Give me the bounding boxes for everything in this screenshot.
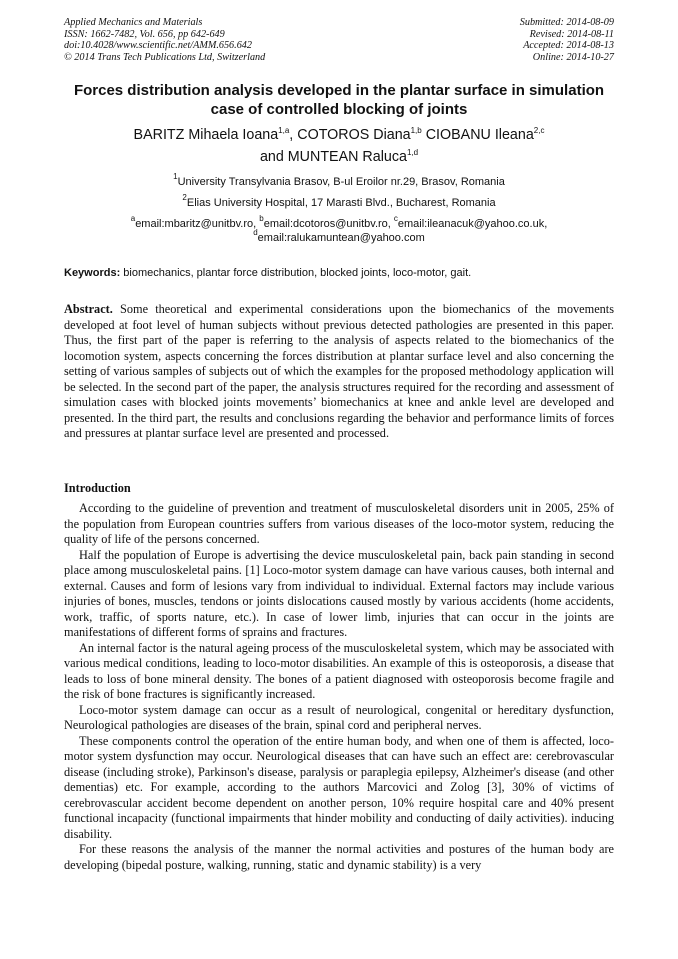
affiliation — [64, 193, 614, 210]
author-name: and MUNTEAN Raluca — [259, 149, 407, 165]
author-name: CIOBANU Ileana — [421, 127, 534, 143]
author-line-2 — [64, 146, 614, 168]
accepted-date: Accepted: 2014-08-13 — [523, 40, 614, 52]
paragraph: For these reasons the analysis of the manner the normal activities and postures of the human body are developing (bipedal posture, walking, running, static and dynamic stability) is a very — [64, 842, 614, 872]
affiliation-mark: 2 — [182, 193, 187, 202]
affiliation-text: University Transylvania Brasov, B-ul Eroilor nr.29, Brasov, Romania — [177, 176, 505, 188]
paragraph: Loco-motor system damage can occur as a result of neurological, congenital or hereditary dysfunction, Neurological pathologies are diseases of the brain, spinal cord and peripheral nerves. — [64, 702, 614, 732]
keywords — [64, 266, 614, 280]
keywords-label: Keywords: — [64, 267, 121, 279]
keywords-text: biomechanics, plantar force distribution, blocked joints, loco-motor, gait. — [120, 267, 472, 279]
abstract — [64, 302, 614, 442]
author-emails — [64, 214, 614, 245]
email-link[interactable]: email:dcotoros@unitbv.ro, — [263, 218, 394, 230]
email-link[interactable]: email:ralukamuntean@yahoo.com — [257, 232, 425, 244]
email-line-2 — [64, 228, 614, 245]
author-list — [64, 124, 614, 168]
email-line-1 — [64, 214, 614, 231]
online-date: Online: 2014-10-27 — [532, 51, 614, 63]
abstract-label: Abstract. — [64, 302, 113, 316]
paragraph: An internal factor is the natural ageing process of the musculoskeletal system, which may be associated with various medical conditions, leading to loco-motor disabilities. An example of this is osteoporosis, a disease that leads to loss of bone mineral density. The bones of a patient diagnosed with osteoporosis become fragile and the risk of bone fractures is significantly increased. — [64, 640, 614, 701]
paper-title: Forces distribution analysis developed in the plantar surface in simulation case of controlled blocking of joints — [73, 82, 605, 118]
journal-copyright: © 2014 Trans Tech Publications Ltd, Switzerland — [64, 51, 266, 63]
author-affiliation-mark: 1,a — [278, 126, 290, 135]
paragraph: Half the population of Europe is advertising the device musculoskeletal pain, back pain standing in second place among musculoskeletal pains. [1] Loco-motor system damage can have various causes, both internal and external. Causes and form of lesions vary from individual to individual. External factors may include various injuries of bones, muscles, tendons or joints dislocations caused mostly by various accidents (home accidents, work, traffic, of sports nature, etc.). In case of lower limb, injuries that can occur in the joints are manifestations of different forms of sprains and fractures. — [64, 547, 614, 639]
email-mark: b — [259, 214, 264, 223]
journal-issn: ISSN: 1662-7482, Vol. 656, pp 642-649 — [64, 28, 225, 40]
email-link[interactable]: email:ileanacuk@yahoo.co.uk, — [397, 218, 548, 230]
author-line-1 — [64, 124, 614, 146]
submitted-date: Submitted: 2014-08-09 — [519, 17, 614, 28]
email-mark: a — [130, 214, 136, 223]
introduction-body — [64, 501, 614, 873]
author-name: COTOROS Diana — [297, 127, 411, 143]
abstract-text: Some theoretical and experimental considerations upon the biomechanics of the movements developed at foot level of human subjects without previous detected pathologies are presented in this paper. Thus, the first part of the paper is referring to the analysis of aspects related to the biomechanics of the locomotion system, aspects concerning the forces distribution at plantar surface level and also concerning the setting of various samples of subjects out of which the examples for the proposed methodology application will be selected. In the second part of the paper, the analysis structures required for the recording and assessment of simulation cases with blocked joints movements’ biomechanics at knee and ankle level are developed and presented. In the third part, the results and conclusions regarding the behavior and performance limits of forces and pressures at plantar surface level are presented and processed. — [64, 302, 614, 440]
author-affiliation-mark: 1,d — [406, 148, 419, 157]
revised-date: Revised: 2014-08-11 — [529, 28, 614, 40]
section-heading-introduction: Introduction — [64, 481, 131, 495]
author-separator: , — [289, 127, 298, 143]
affiliation — [64, 172, 614, 189]
author-affiliation-mark: 2,c — [533, 126, 545, 135]
email-mark: d — [253, 228, 258, 237]
journal-name: Applied Mechanics and Materials — [64, 17, 203, 28]
email-link[interactable]: email:mbaritz@unitbv.ro, — [135, 218, 260, 230]
journal-info — [64, 17, 265, 63]
author-name: BARITZ Mihaela Ioana — [133, 127, 279, 143]
author-affiliation-mark: 1,b — [410, 126, 422, 135]
email-mark: c — [393, 214, 398, 223]
paragraph: According to the guideline of prevention and treatment of musculoskeletal disorders unit in 2005, 25% of the population from European countries suffers from various diseases of the loco-motor system, reducing the quality of life of the persons concerned. — [64, 501, 614, 546]
paragraph: These components control the operation of the entire human body, and when one of them is affected, loco-motor system dysfunction may occur. Neurological diseases that can have such an effect are: cerebrovascular disease (including stroke), Parkinson's disease, paralysis or paraplegia epilepsy, Alzheimer's disease (and other dementias) etc. For example, according to the authors Marcovici and Zolog [3], 30% of victims of cerebrovascular accident become dependent on another person, 10% require hospital care and 40% present functional incapacity (functional impairments that hinder mobility and conducting of daily activities). inducing disability. — [64, 733, 614, 841]
affiliation-text: Elias University Hospital, 17 Marasti Blvd., Bucharest, Romania — [186, 197, 496, 209]
submission-dates — [520, 17, 614, 63]
affiliation-mark: 1 — [173, 172, 178, 181]
journal-doi: doi:10.4028/www.scientific.net/AMM.656.642 — [64, 40, 252, 52]
